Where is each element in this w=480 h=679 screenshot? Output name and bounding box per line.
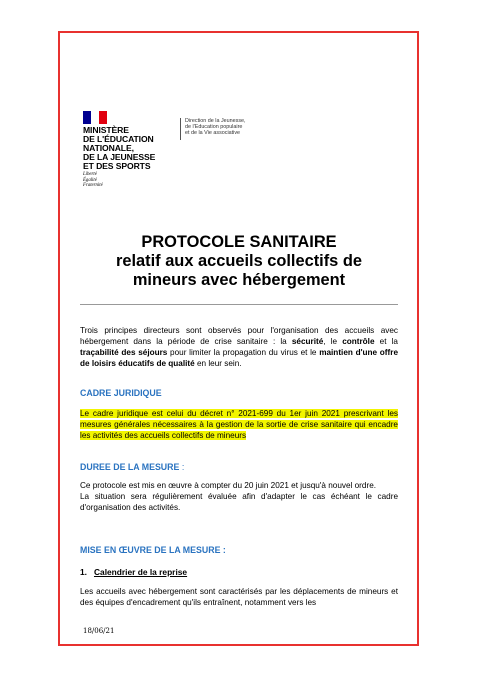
- subsection-heading: [80, 567, 187, 577]
- mise-paragraph: Les accueils avec hébergement sont caractérisés par les déplacements de mineurs et des équipes d'encadrement qu'ils entraînent, notamment vers les: [80, 587, 398, 607]
- intro-text: pour limiter la propagation du virus et le: [167, 348, 320, 357]
- title-divider: [80, 304, 398, 305]
- motto-line: Fraternité: [83, 183, 103, 189]
- title-line: mineurs avec hébergement: [132, 271, 346, 289]
- motto-line: Égalité: [83, 177, 97, 183]
- direction-line: et de la Vie associative: [185, 130, 241, 137]
- title-line: relatif aux accueils collectifs de: [116, 252, 362, 270]
- intro-text: Trois principes directeurs sont observés pour l'organisation des accueils avec hébergement dans la période de crise sanitaire : la: [80, 326, 398, 346]
- section-heading-mise: MISE EN ŒUVRE DE LA MESURE :: [80, 545, 226, 555]
- ministry-line: ET DES SPORTS: [83, 161, 151, 171]
- document-title: [80, 233, 398, 290]
- flag-white: [91, 111, 99, 124]
- cadre-paragraph: [80, 408, 398, 441]
- title-line: PROTOCOLE SANITAIRE: [141, 233, 337, 251]
- flag-blue: [83, 111, 91, 124]
- header-separator: [180, 118, 181, 140]
- duree-heading-text: DUREE DE LA MESURE: [80, 462, 180, 472]
- intro-bold: sécurité: [291, 337, 324, 346]
- section-heading-cadre: CADRE JURIDIQUE: [80, 388, 162, 398]
- duree-line: Ce protocole est mis en œuvre à compter du 20 juin 2021 et jusqu'à nouvel ordre.: [80, 481, 377, 490]
- flag-red: [99, 111, 107, 124]
- republic-motto: [83, 172, 103, 189]
- direction-line: Direction de la Jeunesse,: [185, 118, 246, 124]
- ministry-line: DE L'ÉDUCATION: [83, 134, 154, 144]
- direction-name: [185, 118, 246, 137]
- duree-line: La situation sera régulièrement évaluée afin d'adapter le cas échéant le cadre d'organisation des activités.: [80, 492, 398, 512]
- subsection-number: 1.: [80, 567, 87, 577]
- intro-bold: maintien d'une offre de loisirs éducatifs de qualité: [80, 348, 398, 368]
- intro-text: en leur sein.: [194, 359, 242, 368]
- intro-bold: contrôle: [342, 337, 375, 346]
- subsection-title: Calendrier de la reprise: [93, 567, 188, 577]
- ministry-line: DE LA JEUNESSE: [83, 152, 156, 162]
- ministry-line: NATIONALE,: [83, 143, 134, 153]
- marianne-flag-logo: [83, 111, 107, 124]
- intro-bold: traçabilité des séjours: [80, 348, 168, 357]
- motto-line: Liberté: [83, 172, 97, 177]
- footer-date: 18/06/21: [83, 627, 115, 635]
- intro-text: , le: [323, 337, 343, 346]
- ministry-line: MINISTÈRE: [83, 125, 129, 135]
- section-heading-duree: [80, 462, 184, 472]
- duree-heading-suffix: :: [179, 462, 185, 472]
- intro-text: et la: [374, 337, 398, 346]
- duree-paragraph: [80, 480, 398, 513]
- cadre-highlighted-text: Le cadre juridique est celui du décret n° 2021-699 du 1er juin 2021 prescrivant les mesures générales nécessaires à la gestion de la sortie de crise sanitaire qui encadre les activités des accueils collectifs de mineurs: [80, 409, 398, 440]
- intro-paragraph: [80, 325, 398, 369]
- direction-line: de l'Education populaire: [185, 124, 243, 131]
